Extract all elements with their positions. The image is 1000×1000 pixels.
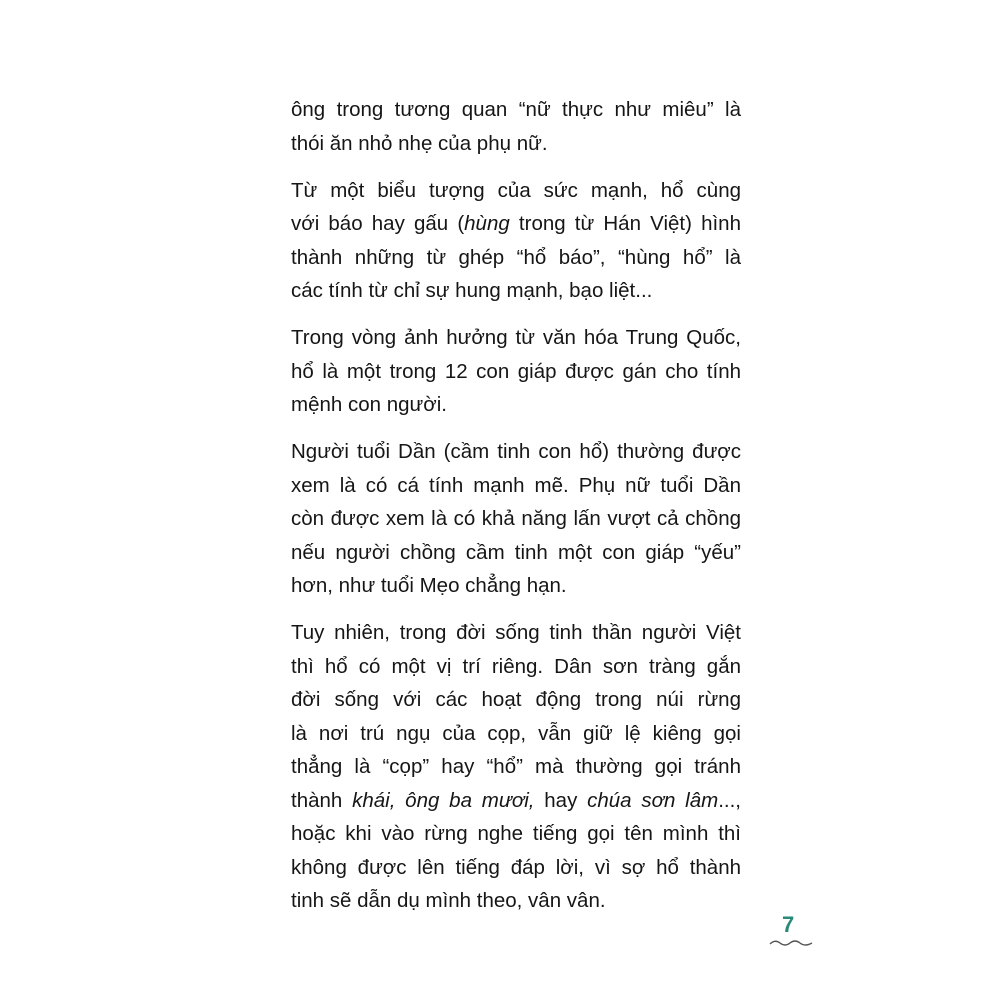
text-segment: còn được xem là có khả năng lấn vượt cả chồng xyxy=(291,507,741,530)
text-line xyxy=(291,241,741,275)
italic-text: chúa sơn lâm xyxy=(587,788,719,812)
text-line xyxy=(291,884,741,918)
text-line xyxy=(291,174,741,208)
text-line xyxy=(291,127,741,161)
text-segment: Trong vòng ảnh hưởng từ văn hóa Trung Quốc, xyxy=(291,326,741,349)
italic-text: khái, ông ba mươi, xyxy=(352,788,535,812)
text-line xyxy=(291,650,741,684)
text-line xyxy=(291,207,741,241)
text-segment: Người tuổi Dần (cầm tinh con hổ) thường được xyxy=(291,440,741,463)
text-line xyxy=(291,274,741,308)
text-line xyxy=(291,536,741,570)
paragraph xyxy=(291,321,741,422)
text-line xyxy=(291,851,741,885)
text-segment: nếu người chồng cầm tinh một con giáp “yếu” xyxy=(291,540,741,564)
text-line xyxy=(291,469,741,503)
text-line xyxy=(291,784,741,818)
text-line xyxy=(291,321,741,355)
text-segment: thành xyxy=(291,788,353,812)
paragraph xyxy=(291,616,741,918)
text-line xyxy=(291,569,741,603)
text-segment: thẳng là “cọp” hay “hổ” mà thường gọi tránh xyxy=(291,755,741,778)
text-segment: tinh sẽ dẫn dụ mình theo, vân vân. xyxy=(291,889,606,912)
text-segment: hơn, như tuổi Mẹo chẳng hạn. xyxy=(291,574,567,597)
text-segment: ..., xyxy=(718,788,742,812)
text-segment: đời sống với các hoạt động trong núi rừng xyxy=(291,688,741,711)
text-segment: Từ một biểu tượng của sức mạnh, hổ cùng xyxy=(291,178,741,202)
text-segment: mệnh con người. xyxy=(291,393,447,416)
page-number: 7 xyxy=(782,912,795,937)
text-segment: thói ăn nhỏ nhẹ của phụ nữ. xyxy=(291,131,548,155)
text-line xyxy=(291,616,741,650)
wave-ornament-icon xyxy=(768,938,814,948)
text-line xyxy=(291,817,741,851)
text-segment: Tuy nhiên, trong đời sống tinh thần người Việt xyxy=(291,621,741,644)
text-segment: trong từ Hán Việt) hình xyxy=(509,212,741,235)
paragraph xyxy=(291,174,741,308)
text-segment: hổ là một trong 12 con giáp được gán cho tính xyxy=(291,359,741,383)
text-line xyxy=(291,435,741,469)
text-line xyxy=(291,355,741,389)
text-segment: xem là có cá tính mạnh mẽ. Phụ nữ tuổi Dần xyxy=(291,473,741,497)
text-line xyxy=(291,502,741,536)
text-segment: thành những từ ghép “hổ báo”, “hùng hổ” là xyxy=(291,245,741,269)
text-line xyxy=(291,683,741,717)
paragraph xyxy=(291,435,741,603)
text-segment: hay xyxy=(534,788,588,812)
text-segment: thì hổ có một vị trí riêng. Dân sơn tràng gắn xyxy=(291,654,741,678)
text-segment: hoặc khi vào rừng nghe tiếng gọi tên mình thì xyxy=(291,822,741,845)
text-segment: không được lên tiếng đáp lời, vì sợ hổ thành xyxy=(291,855,741,879)
text-segment: các tính từ chỉ sự hung mạnh, bạo liệt... xyxy=(291,279,653,302)
text-segment: ông trong tương quan “nữ thực như miêu” là xyxy=(291,98,741,121)
text-line xyxy=(291,388,741,422)
text-segment: với báo hay gấu ( xyxy=(291,212,465,235)
text-line xyxy=(291,93,741,127)
text-line xyxy=(291,717,741,751)
italic-text: hùng xyxy=(464,212,510,235)
text-line xyxy=(291,750,741,784)
paragraph xyxy=(291,93,741,160)
body-text xyxy=(291,93,741,931)
text-segment: là nơi trú ngụ của cọp, vẫn giữ lệ kiêng gọi xyxy=(291,721,741,745)
